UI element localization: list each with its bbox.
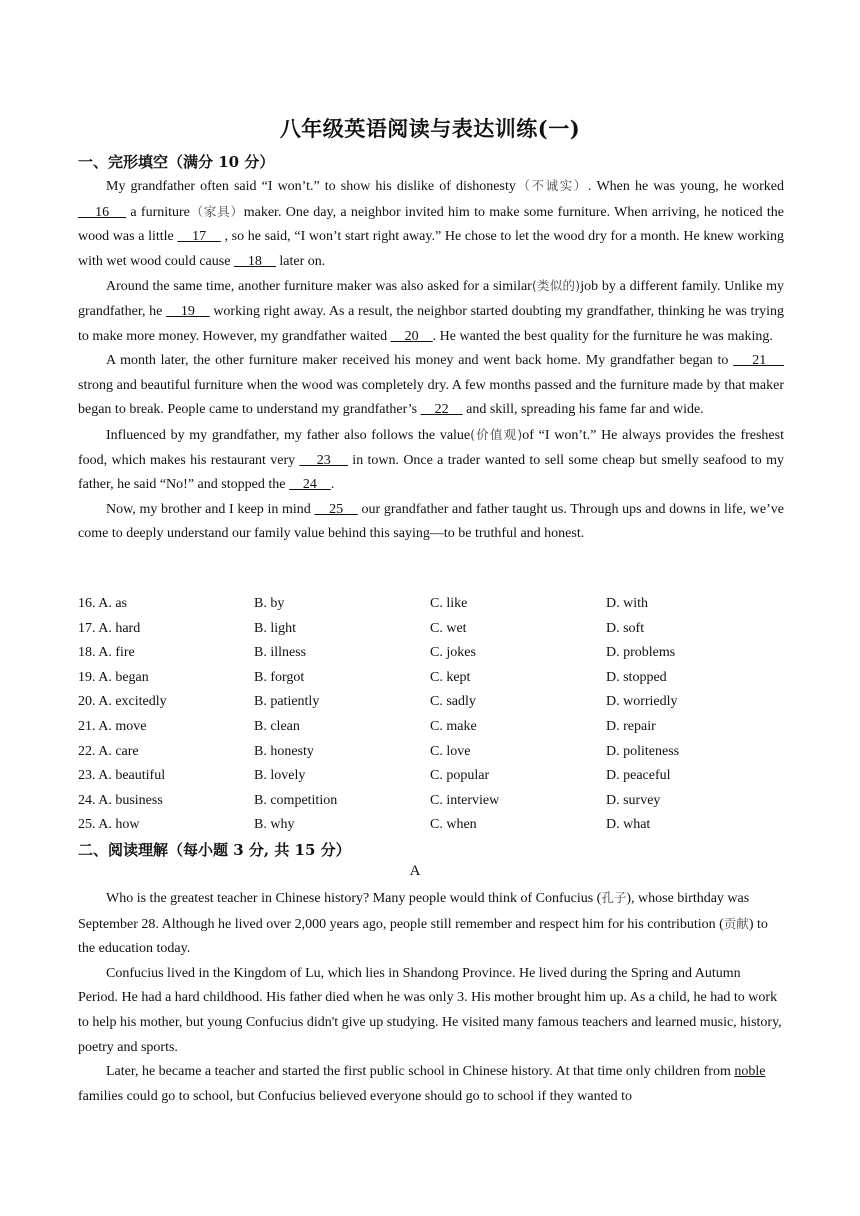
reading-paragraph-1: [78, 886, 784, 962]
cloze-paragraph-3: [78, 349, 784, 423]
option-b: B. clean: [254, 718, 300, 734]
text-run: Influenced by my grandfather, my father also follows the value: [106, 427, 471, 443]
option-row-22: [78, 740, 784, 765]
text-run: strong and beautiful furniture when the wood was completely dry. A few months passed and the furniture made by that maker began to break. People came to understand my grandfather’s: [78, 377, 784, 418]
blank-24: 24: [288, 477, 331, 493]
text-run: job by a different family. Unlike my grandfather, he: [78, 279, 784, 319]
gloss: (类似的): [531, 278, 581, 294]
option-b: B. honesty: [254, 743, 314, 759]
gloss: (价值观): [470, 426, 523, 442]
cloze-paragraph-4: [78, 423, 784, 498]
option-d: D. with: [606, 596, 648, 611]
option-b: B. forgot: [254, 669, 305, 685]
text-run: ), whose birthday was September 28. Although he lived over 2,000 years ago, people still remember and respect him for his contribution (: [78, 891, 750, 932]
blank-25: 25: [314, 501, 358, 517]
option-c: C. like: [430, 596, 468, 611]
option-d: D. peaceful: [606, 768, 671, 784]
option-d: D. what: [606, 817, 651, 833]
section-heading-cloze: 一、完形填空（满分 10 分）: [78, 153, 275, 171]
option-c: C. make: [430, 718, 477, 734]
option-row-20: [78, 690, 784, 715]
text-run: , so he said, “I won’t start right away.” He chose to let the wood dry for a month. He knew working with wet wood could cause: [78, 229, 784, 269]
option-b: B. competition: [254, 792, 338, 808]
option-d: D. soft: [606, 620, 645, 636]
page-title: 八年级英语阅读与表达训练(一): [279, 116, 581, 141]
option-d: D. repair: [606, 718, 656, 734]
option-a: 21. A. move: [78, 718, 147, 734]
option-c: C. kept: [430, 669, 471, 685]
option-c: C. wet: [430, 620, 467, 636]
option-a: 25. A. how: [78, 817, 140, 833]
gloss: 贡献: [723, 915, 749, 931]
passage-label-a: A: [409, 863, 421, 879]
text-run: ) to the education today.: [78, 916, 768, 957]
cloze-paragraph-2: [78, 274, 784, 349]
text-run: our grandfather and father taught us. Through ups and downs in life, we’ve come to deeply understand our family value behind this saying—to be truthful and honest.: [78, 501, 784, 542]
option-row-23: [78, 764, 784, 789]
option-a: 19. A. began: [78, 669, 149, 685]
text-run: and skill, spreading his fame far and wide.: [462, 402, 704, 418]
text-run: working right away. As a result, the neighbor started doubting my grandfather, thinking he was trying to make more money. However, my grandfather waited: [78, 303, 784, 344]
option-a: 18. A. fire: [78, 645, 135, 661]
blank-17: 17: [177, 229, 221, 245]
text-run: a furniture: [126, 204, 190, 220]
blank-18: 18: [233, 253, 276, 269]
option-a: 20. A. excitedly: [78, 694, 167, 710]
gloss: （家具）: [189, 203, 244, 219]
option-row-21: [78, 715, 784, 740]
text-run: of “I won’t.” He always provides the freshest food, which makes his restaurant very: [78, 427, 784, 468]
cloze-paragraph-5: [78, 498, 784, 547]
option-b: B. light: [254, 620, 297, 636]
option-d: D. stopped: [606, 669, 667, 685]
option-b: B. illness: [254, 645, 307, 661]
cloze-passage: [78, 174, 784, 547]
option-a: 16. A. as: [78, 596, 127, 611]
blank-23: 23: [299, 452, 348, 468]
text-run: A month later, the other furniture maker received his money and went back home. My grandfather began to: [106, 353, 734, 369]
text-run: . When he was young, he worked: [587, 179, 784, 194]
option-row-17: [78, 617, 784, 642]
option-row-16: [78, 592, 784, 617]
option-c: C. interview: [430, 792, 500, 808]
text-run: . He wanted the best quality for the furniture he was making.: [432, 328, 773, 344]
text-run: maker. One day, a neighbor invited him to make some furniture. When arriving, he noticed the wood was a little: [78, 204, 784, 245]
section-heading-reading: 二、阅读理解（每小题 3 分, 共 15 分）: [78, 841, 351, 859]
text-run: families could go to school, but Confucius believed everyone should go to school if they wanted to: [78, 1088, 633, 1104]
text-run: Around the same time, another furniture maker was also asked for a similar: [106, 279, 532, 295]
option-c: C. jokes: [430, 645, 476, 661]
option-row-24: [78, 789, 784, 814]
blank-19: 19: [166, 303, 210, 319]
text-run: .: [330, 477, 335, 493]
option-c: C. sadly: [430, 694, 476, 710]
option-d: D. politeness: [606, 743, 680, 759]
option-a: 24. A. business: [78, 792, 163, 808]
option-c: C. love: [430, 743, 471, 759]
text-run: Later, he became a teacher and started the first public school in Chinese history. At that time only children from: [106, 1064, 735, 1080]
text-run: Now, my brother and I keep in mind: [106, 501, 315, 517]
text-run: Who is the greatest teacher in Chinese history? Many people would think of Confucius (: [106, 891, 602, 906]
cloze-options: [78, 592, 784, 838]
option-row-19: [78, 666, 784, 691]
gloss: 孔子: [601, 890, 627, 905]
option-b: B. patiently: [254, 694, 320, 710]
reading-paragraph-3: [78, 1060, 784, 1109]
blank-21: 21: [733, 353, 784, 369]
underlined-word: noble: [734, 1064, 766, 1080]
blank-20: 20: [390, 328, 433, 344]
option-b: B. why: [254, 817, 295, 833]
reading-paragraph-2: Confucius lived in the Kingdom of Lu, which lies in Shandong Province. He lived during the Spring and Autumn Period. He had a hard childhood. His father died when he was only 3. His mother brought him up. As a child, he had to work to help his mother, but young Confucius didn't give up studying. He visited many famous teachers and learned music, history, poetry and sports.: [78, 965, 782, 1055]
option-b: B. by: [254, 596, 285, 611]
option-row-18: [78, 641, 784, 666]
option-c: C. popular: [430, 768, 490, 784]
option-row-25: [78, 813, 784, 838]
option-d: D. worriedly: [606, 694, 678, 710]
option-b: B. lovely: [254, 768, 306, 784]
option-d: D. survey: [606, 792, 661, 808]
blank-22: 22: [420, 402, 463, 418]
option-d: D. problems: [606, 645, 676, 661]
blank-16: 16: [78, 204, 127, 220]
gloss: （不诚实）: [515, 178, 588, 193]
option-c: C. when: [430, 817, 477, 833]
option-a: 23. A. beautiful: [78, 768, 166, 784]
text-run: in town. Once a trader wanted to sell some cheap but smelly seafood to my father, he said “No!” and stopped the: [78, 452, 784, 493]
option-a: 17. A. hard: [78, 620, 141, 636]
text-run: My grandfather often said “I won’t.” to show his dislike of dishonesty: [106, 179, 516, 194]
text-run: later on.: [275, 253, 326, 269]
cloze-paragraph-1: [78, 174, 784, 274]
reading-passage-a: [78, 886, 784, 1109]
option-a: 22. A. care: [78, 743, 139, 759]
